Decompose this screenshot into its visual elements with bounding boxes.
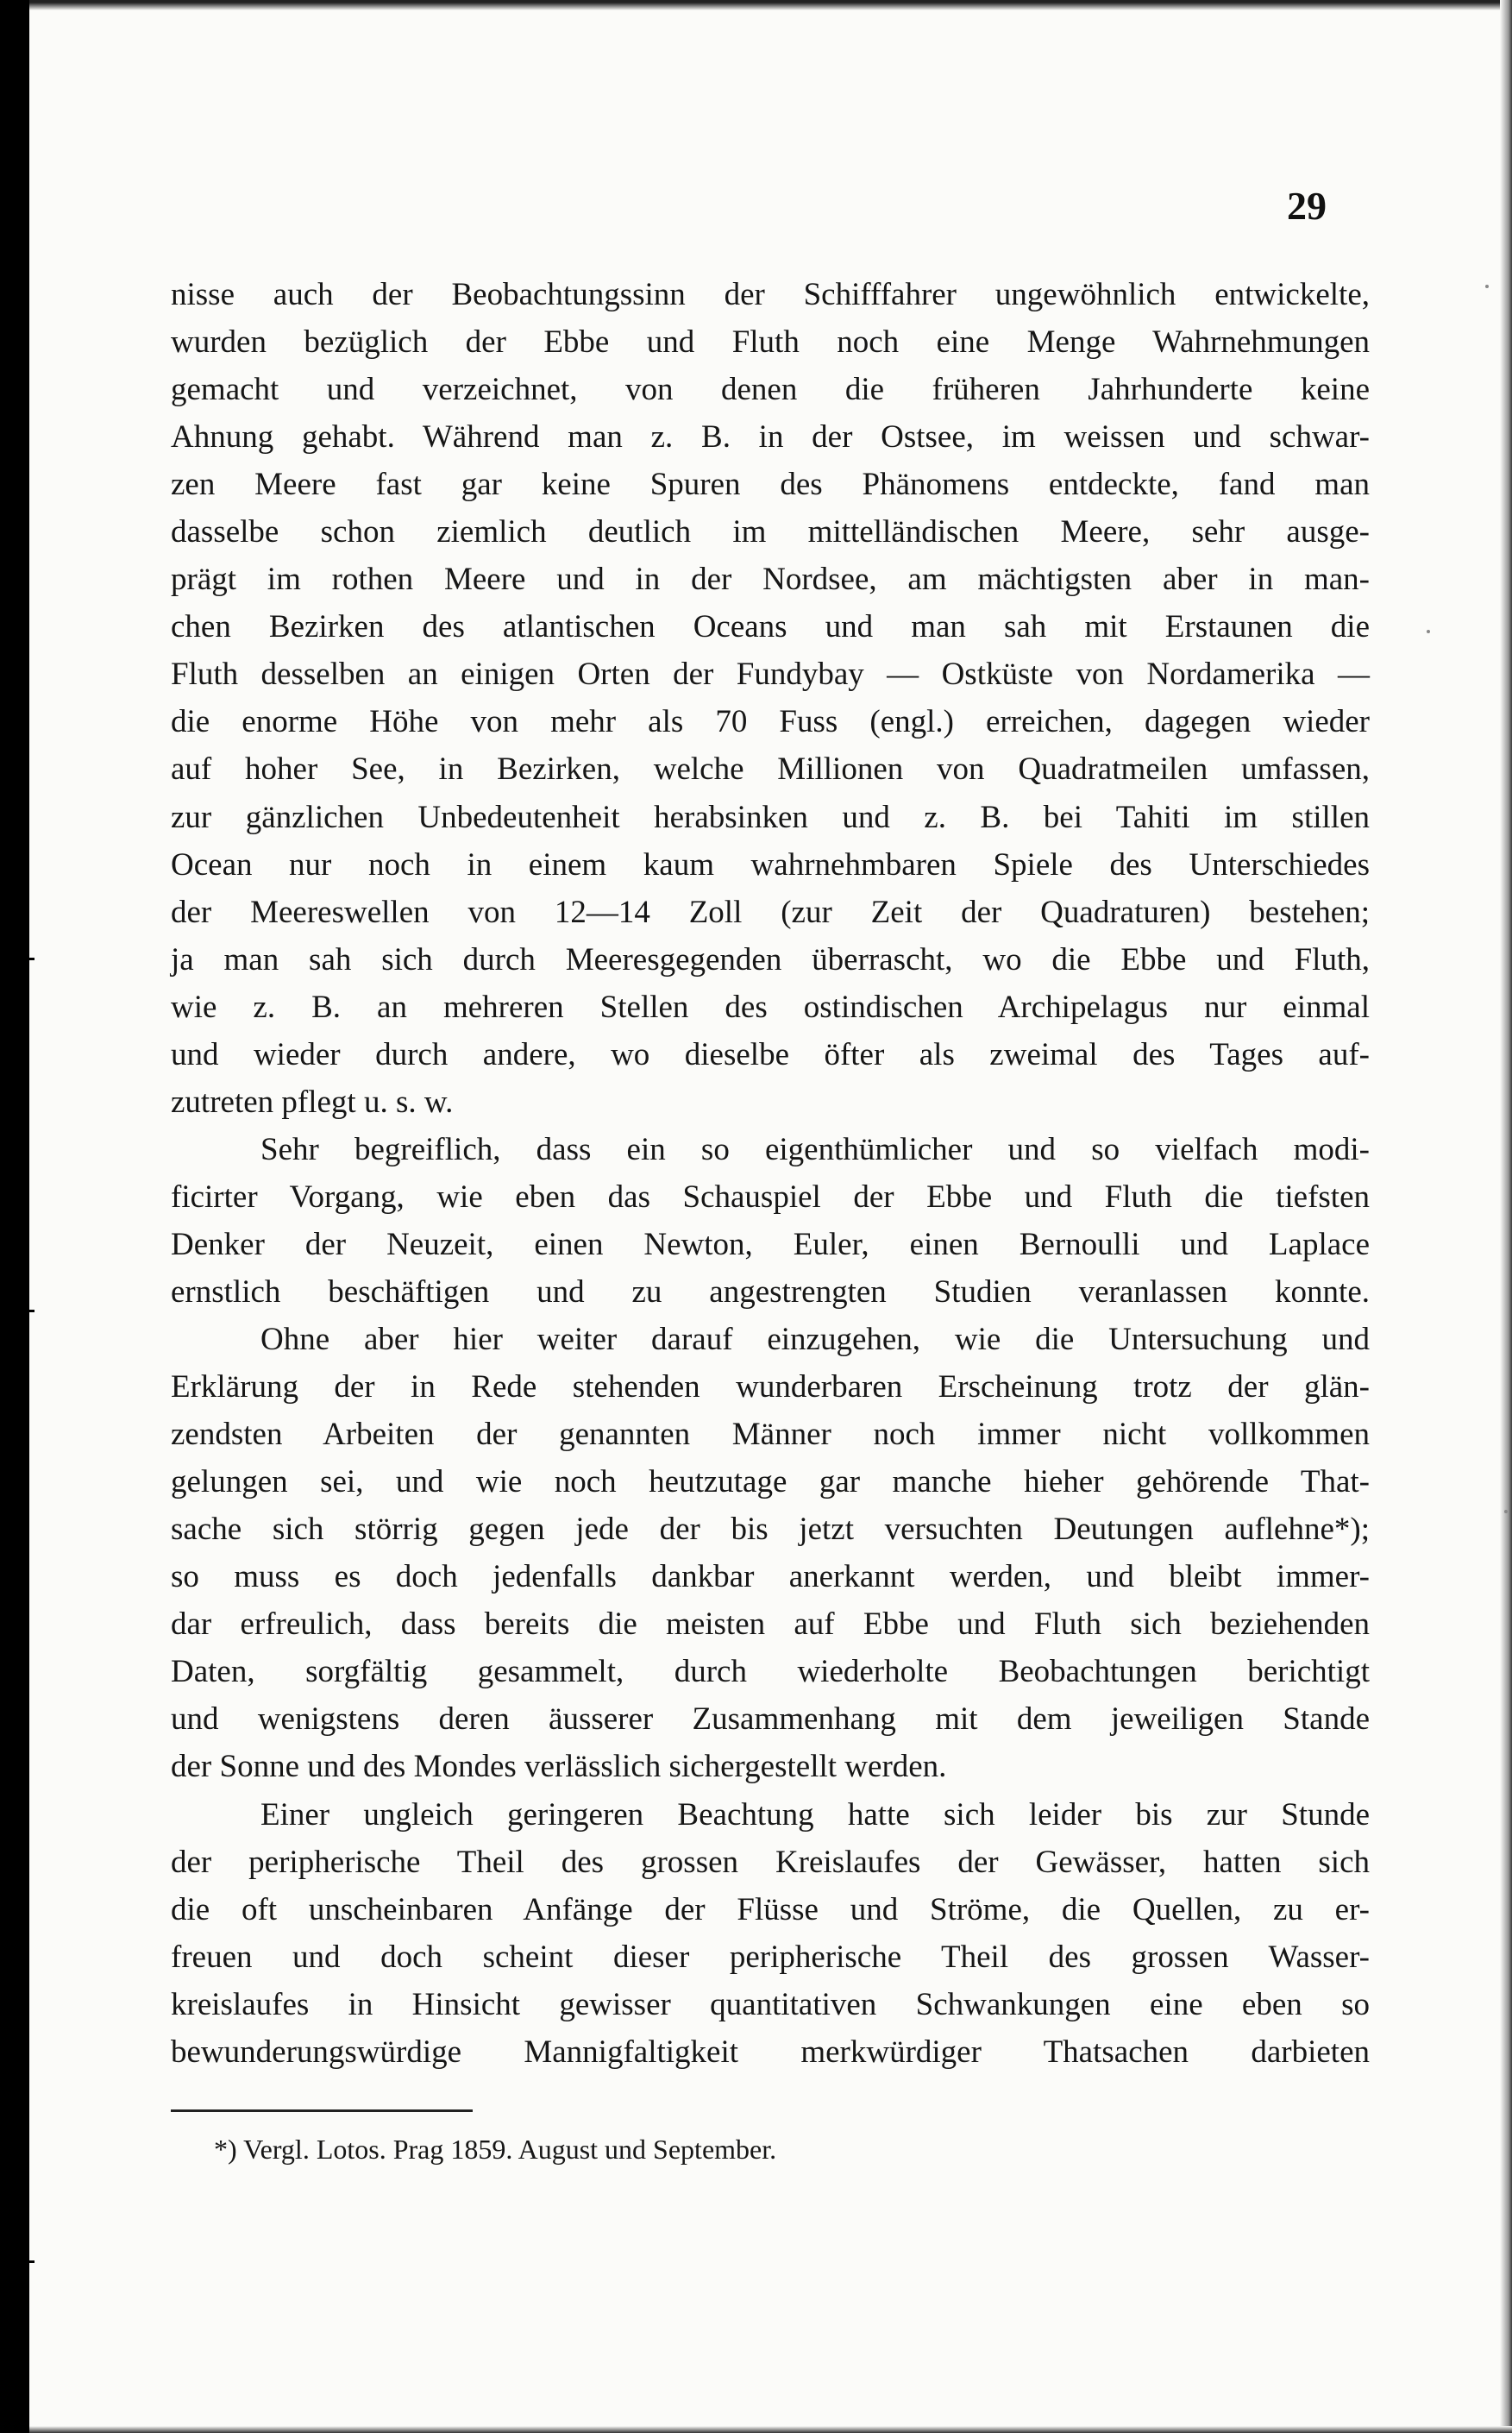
text-line: ernstlich beschäftigen und zu angestrengten Studien veranlassen konnte. xyxy=(171,1273,1370,1310)
paper-speck xyxy=(1427,630,1430,633)
text-line: der peripherische Theil des grossen Kreislaufes der Gewässer, hatten sich xyxy=(171,1844,1370,1880)
paper-speck xyxy=(1485,285,1489,288)
footnote: *) Vergl. Lotos. Prag 1859. August und September. xyxy=(214,2134,777,2165)
text-line: Erklärung der in Rede stehenden wunderbaren Erscheinung trotz der glän- xyxy=(171,1369,1370,1405)
text-line: die oft unscheinbaren Anfänge der Flüsse und Ströme, die Quellen, zu er- xyxy=(171,1891,1370,1927)
text-line: die enorme Höhe von mehr als 70 Fuss (engl.) erreichen, dagegen wieder xyxy=(171,704,1370,740)
text-line: zur gänzlichen Unbedeutenheit herabsinken und z. B. bei Tahiti im stillen xyxy=(171,799,1370,835)
margin-tick xyxy=(0,1310,35,1312)
footnote-rule xyxy=(171,2109,473,2112)
text-line: nisse auch der Beobachtungssinn der Schifffahrer ungewöhnlich entwickelte, xyxy=(171,277,1370,312)
text-line: Einer ungleich geringeren Beachtung hatte sich leider bis zur Stunde xyxy=(260,1796,1370,1833)
text-line: Sehr begreiflich, dass ein so eigenthümlicher und so vielfach modi- xyxy=(260,1131,1370,1167)
text-line: gemacht und verzeichnet, von denen die früheren Jahrhunderte keine xyxy=(171,372,1370,408)
page-edge-bottom xyxy=(29,2426,1512,2433)
text-line: der Meereswellen von 12—14 Zoll (zur Zeit der Quadraturen) bestehen; xyxy=(171,894,1370,930)
text-line: so muss es doch jedenfalls dankbar anerkannt werden, und bleibt immer- xyxy=(171,1559,1370,1595)
text-line: ja man sah sich durch Meeresgegenden überrascht, wo die Ebbe und Fluth, xyxy=(171,941,1370,978)
text-line: wurden bezüglich der Ebbe und Fluth noch eine Menge Wahrnehmungen xyxy=(171,324,1370,361)
text-line: Fluth desselben an einigen Orten der Fundybay — Ostküste von Nordamerika — xyxy=(171,657,1370,693)
margin-tick xyxy=(0,2260,35,2263)
text-line: zutreten pflegt u. s. w. xyxy=(171,1084,454,1120)
margin-tick xyxy=(0,958,35,960)
text-line: dar erfreulich, dass bereits die meisten auf Ebbe und Fluth sich beziehenden xyxy=(171,1606,1370,1643)
paper-speck xyxy=(1504,1510,1508,1513)
text-line: und wenigstens deren äusserer Zusammenhang mit dem jeweiligen Stande xyxy=(171,1701,1370,1738)
text-line: der Sonne und des Mondes verlässlich sichergestellt werden. xyxy=(171,1749,947,1785)
text-line: chen Bezirken des atlantischen Oceans und man sah mit Erstaunen die xyxy=(171,609,1370,645)
text-line: kreislaufes in Hinsicht gewisser quantitativen Schwankungen eine eben so xyxy=(171,1986,1370,2022)
text-line: gelungen sei, und wie noch heutzutage gar manche hieher gehörende That- xyxy=(171,1464,1370,1500)
book-page xyxy=(29,0,1512,2433)
text-line: prägt im rothen Meere und in der Nordsee, am mächtigsten aber in man- xyxy=(171,562,1370,598)
page-edge-top xyxy=(29,0,1512,10)
text-line: Ahnung gehabt. Während man z. B. in der Ostsee, im weissen und schwar- xyxy=(171,419,1370,456)
text-line: Daten, sorgfältig gesammelt, durch wiederholte Beobachtungen berichtigt xyxy=(171,1654,1370,1690)
text-line: sache sich störrig gegen jede der bis jetzt versuchten Deutungen auflehne*); xyxy=(171,1512,1370,1548)
text-line: zendsten Arbeiten der genannten Männer noch immer nicht vollkommen xyxy=(171,1417,1370,1453)
text-line: und wieder durch andere, wo dieselbe öfter als zweimal des Tages auf- xyxy=(171,1036,1370,1072)
text-line: auf hoher See, in Bezirken, welche Millionen von Quadratmeilen umfassen, xyxy=(171,751,1370,788)
text-line: freuen und doch scheint dieser peripherische Theil des grossen Wasser- xyxy=(171,1939,1370,1975)
body-text xyxy=(171,271,1370,2076)
text-line: Ohne aber hier weiter darauf einzugehen, wie die Untersuchung und xyxy=(260,1322,1370,1358)
page-edge-right xyxy=(1500,0,1512,2433)
page-number: 29 xyxy=(1287,184,1327,228)
text-line: dasselbe schon ziemlich deutlich im mittelländischen Meere, sehr ausge- xyxy=(171,514,1370,550)
text-line: zen Meere fast gar keine Spuren des Phänomens entdeckte, fand man xyxy=(171,467,1370,503)
text-line: Denker der Neuzeit, einen Newton, Euler, einen Bernoulli und Laplace xyxy=(171,1226,1370,1262)
text-line: Ocean nur noch in einem kaum wahrnehmbaren Spiele des Unterschiedes xyxy=(171,846,1370,883)
text-line: ficirter Vorgang, wie eben das Schauspiel der Ebbe und Fluth die tiefsten xyxy=(171,1179,1370,1215)
text-line: wie z. B. an mehreren Stellen des ostindischen Archipelagus nur einmal xyxy=(171,989,1370,1025)
text-line: bewunderungswürdige Mannigfaltigkeit merkwürdiger Thatsachen darbieten xyxy=(171,2034,1370,2070)
